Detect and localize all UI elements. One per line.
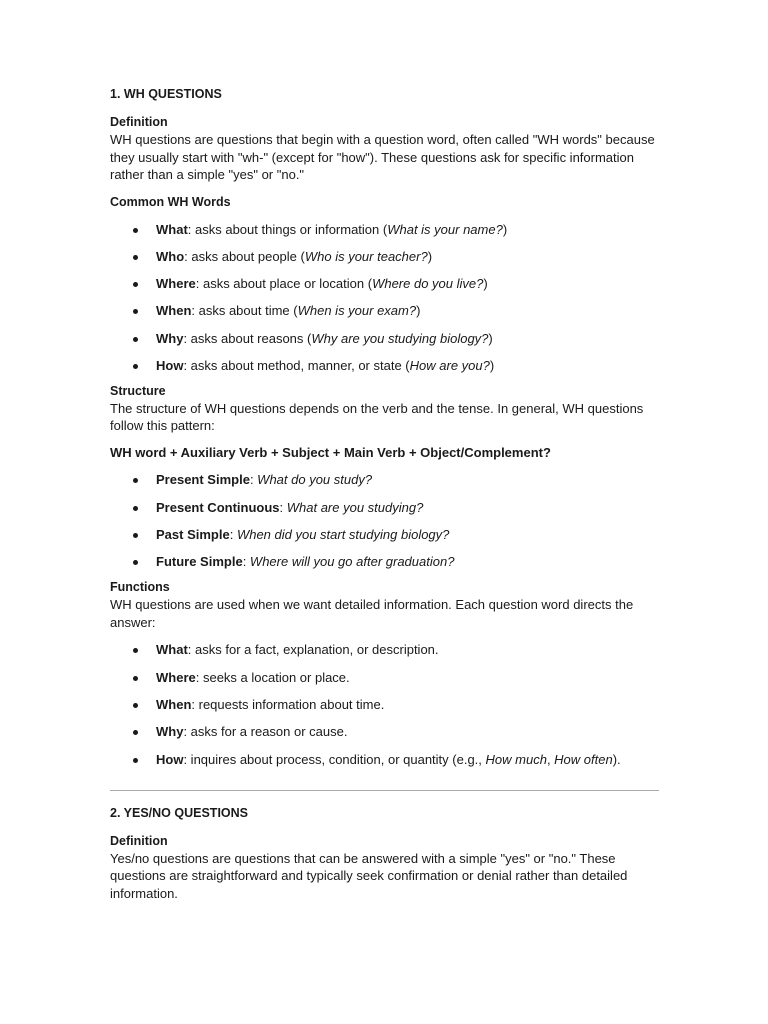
structure-heading: Structure [110,383,166,398]
structure-formula: WH word + Auxiliary Verb + Subject + Main Verb + Object/Complement? [110,444,551,460]
list-item-end: ) [427,248,433,264]
list-item-desc: : asks about reasons ( [183,330,312,346]
list-item-term: Past Simple [156,527,230,543]
list-item [110,275,660,292]
list-item-example: Where do you live? [372,276,484,292]
list-item-desc: : asks about things or information ( [187,221,388,237]
list-item-desc: : asks about method, manner, or state ( [183,357,410,373]
list-item-end: ). [612,751,621,767]
definition-paragraph: Yes/no questions are questions that can be answered with a simple "yes" or "no." These questions are straightforward and typically seek confirmation or denial rather than detailed information. [110,850,628,901]
list-item-desc: : asks about people ( [184,248,305,264]
list-item-example: What do you study? [257,472,373,488]
list-item-desc: : asks for a reason or cause. [183,724,348,740]
list-item-sep: : [279,499,287,515]
list-item-term: Future Simple [156,554,243,570]
structure-paragraph: The structure of WH questions depends on the verb and the tense. In general, WH questions follow this pattern: [110,400,644,434]
list-item-desc: : seeks a location or place. [195,669,350,685]
list-item-end: ) [483,276,488,292]
common-wh-words-heading: Common WH Words [110,194,231,209]
list-item-comma: , [546,751,555,767]
list-item [110,248,660,265]
functions-list [110,641,660,767]
list-item-example: Where will you go after graduation? [249,554,455,570]
list-item-example: Who is your teacher? [304,248,428,264]
list-item-example: When did you start studying biology? [236,527,450,543]
list-item [110,696,660,713]
section-divider [110,790,659,791]
common-wh-words-list [110,221,660,374]
list-item-term: When [156,696,192,712]
list-item-desc: : asks for a fact, explanation, or description. [187,642,439,658]
list-item-sep: : [249,472,258,488]
list-item-example: What are you studying? [286,499,424,515]
list-item [110,330,660,347]
list-item-term: How [156,751,184,767]
list-item [110,641,660,658]
list-item [110,526,660,543]
section-title-wh-questions: 1. WH QUESTIONS [110,87,222,101]
list-item [110,723,660,740]
list-item [110,357,660,374]
list-item [110,553,660,570]
functions-paragraph: WH questions are used when we want detailed information. Each question word directs the answer: [110,597,634,630]
list-item-example: Why are you studying biology? [311,330,489,346]
list-item-term: Where [156,276,196,292]
list-item-term: What [156,221,188,237]
list-item-example: What is your name? [387,221,503,237]
list-item-example: How much [485,751,547,767]
list-item-desc: : requests information about time. [191,696,385,712]
document-content [110,86,660,902]
list-item [110,499,660,516]
list-item-end: ) [489,357,495,373]
definition-heading: Definition [110,833,168,848]
list-item-term: Why [156,724,184,740]
list-item-example: How often [554,751,613,767]
list-item-term: How [156,357,184,373]
list-item-example: When is your exam? [297,303,417,319]
definition-heading: Definition [110,115,168,129]
list-item-term: Present Simple [156,472,250,488]
list-item-term: Why [156,330,184,346]
list-item [110,221,660,238]
functions-heading: Functions [110,580,170,595]
list-item [110,751,660,768]
list-item-sep: : [242,554,250,570]
list-item-example: How are you? [409,357,490,373]
tense-examples-list [110,471,660,570]
list-item-sep: : [229,527,237,543]
list-item-term: Present Continuous [156,499,280,515]
list-item-term: Who [156,248,185,264]
list-item-end: ) [488,330,493,346]
list-item-desc: : inquires about process, condition, or quantity (e.g., [183,751,486,767]
list-item-term: What [156,642,188,658]
list-item-term: When [156,303,192,319]
list-item-desc: : asks about time ( [191,303,298,319]
list-item-desc: : asks about place or location ( [195,276,373,292]
list-item-term: Where [156,669,196,685]
list-item [110,302,660,319]
list-item [110,471,660,488]
list-item-end: ) [416,303,421,319]
list-item-end: ) [502,221,508,237]
definition-paragraph: WH questions are questions that begin with a question word, often called "WH words" because they usually start with "wh-" (except for "how"). These questions ask for specific information rather than a simple "yes" or "no." [110,132,655,182]
list-item [110,669,660,686]
section-title-yes-no-questions: 2. YES/NO QUESTIONS [110,805,249,820]
